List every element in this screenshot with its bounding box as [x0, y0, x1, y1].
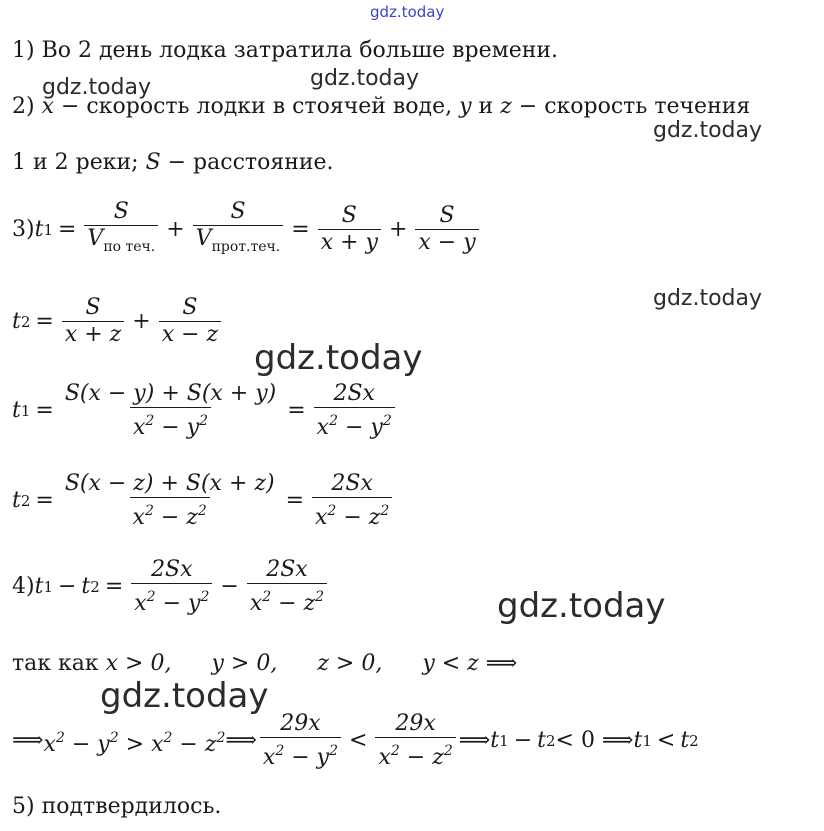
denominator: − y	[154, 415, 200, 440]
numerator: S	[439, 203, 455, 228]
denominator: x	[316, 415, 330, 440]
var-x: x	[41, 94, 54, 119]
statement-2-cont	[12, 150, 334, 176]
var-v: V	[87, 226, 104, 251]
text: − скорость лодки в стоячей воде,	[54, 94, 460, 119]
denominator: − z	[336, 505, 381, 530]
var-t: t	[12, 488, 21, 513]
equation-t2-combined: t 2 = $\frac{S(x - z) + S(x + z)}{x^2 - z^2}$ = $\frac{2Sx}{x^2 - z^2}$	[12, 472, 395, 530]
condition: y > 0,	[211, 651, 278, 676]
var-z: z	[500, 94, 512, 119]
denominator: x − y	[415, 229, 478, 255]
fraction: $\frac{S(x - z) + S(x + z)}{x^2 - z^2}$	[62, 472, 278, 530]
equation-difference: 4) t 1 − t 2 = $\frac{2Sx}{x^2 - y^2}$ − $\frac{2Sx}{x^2 - z^2}$	[12, 558, 330, 616]
statement-1: 1) Во 2 день лодка затратила больше времени.	[12, 38, 559, 63]
denominator: x + y	[318, 229, 381, 255]
implies-arrow: ⟹	[12, 728, 44, 753]
var-t: t	[537, 728, 546, 753]
var-t: t	[680, 728, 690, 753]
fraction: $\frac{29x}{x^2 - y^2}$	[260, 712, 341, 770]
subscript: 1	[20, 402, 31, 420]
statement-2	[12, 94, 750, 120]
text: − расстояние.	[160, 150, 334, 175]
var-x: x	[249, 591, 263, 616]
var-t: t	[633, 728, 643, 753]
fraction	[318, 204, 381, 255]
watermark: gdz.today	[42, 75, 152, 100]
denominator: x − z	[159, 321, 221, 347]
numerator: 2Sx	[151, 557, 193, 582]
statement-5: 5) подтвердилось.	[12, 794, 222, 819]
watermark: gdz.today	[254, 338, 423, 378]
fraction	[159, 296, 221, 347]
implies-arrow: ⟹	[225, 728, 257, 753]
subscript: прот.теч.	[211, 239, 281, 255]
inequality-chain: ⟹ $x^2 - y^2 > x^2 - z^2$ ⟹ $\frac{29x}{x^2 - y^2}$ < $\frac{29x}{x^2 - z^2}$ ⟹ t 1 − t 2 < 0 ⟹ t 1 < t 2	[12, 711, 699, 770]
numerator: S	[230, 199, 246, 224]
denominator: x	[315, 505, 328, 530]
watermark: gdz.today	[497, 586, 666, 626]
numerator: S	[341, 203, 357, 228]
conditions	[12, 651, 517, 677]
watermark-top: gdz.today	[370, 3, 445, 21]
numerator: S	[113, 199, 129, 224]
text: так как	[12, 651, 106, 676]
numerator: S(x − z) + S(x + z)	[64, 471, 275, 496]
fraction: $\frac{29x}{x^2 - z^2}$	[375, 712, 455, 770]
var-t: t	[81, 574, 91, 599]
var-y: y	[188, 591, 201, 616]
subscript: 2	[20, 492, 31, 510]
var-s: S	[145, 150, 161, 175]
equation-t2-def: t 2 = $\frac{S}{x + z}$ + $\frac{S}{x - z}$	[12, 296, 224, 347]
fraction	[84, 200, 158, 259]
numerator: 2Sx	[266, 557, 308, 582]
numerator: S	[182, 295, 198, 320]
watermark: gdz.today	[310, 66, 420, 91]
subscript: 1	[43, 220, 53, 239]
watermark: gdz.today	[653, 118, 763, 143]
fraction	[62, 296, 124, 347]
subscript: 1	[499, 732, 509, 750]
denominator: x	[132, 415, 146, 440]
condition: y < z ⟹	[422, 651, 518, 676]
label: 3)	[12, 216, 35, 242]
fraction: $\frac{2Sx}{x^2 - y^2}$	[131, 558, 212, 616]
subscript: 2	[689, 732, 699, 750]
fraction	[415, 204, 478, 255]
subscript: 2	[90, 578, 100, 596]
subscript: 1	[642, 732, 652, 750]
var-x: x	[134, 591, 147, 616]
text: 1 и 2 реки;	[12, 150, 146, 175]
fraction: $\frac{2Sx}{x^2 - y^2}$	[314, 382, 395, 440]
denominator: x	[132, 505, 145, 530]
subscript: по теч.	[103, 239, 156, 255]
fraction: $\frac{2Sx}{x^2 - z^2}$	[312, 472, 392, 530]
denominator: − y	[338, 415, 383, 440]
var-t: t	[12, 308, 21, 334]
subscript: 2	[545, 732, 556, 750]
subscript: 2	[20, 312, 31, 331]
implies-arrow: ⟹	[458, 728, 491, 753]
watermark: gdz.today	[653, 286, 763, 311]
fraction	[193, 200, 284, 259]
numerator: 2Sx	[331, 471, 373, 496]
condition: z > 0,	[317, 651, 383, 676]
fraction: $\frac{2Sx}{x^2 - z^2}$	[247, 558, 327, 616]
var-z: z	[303, 591, 316, 616]
var-t: t	[12, 398, 21, 423]
numerator: 29x	[395, 711, 436, 736]
label: 4)	[12, 574, 35, 599]
watermark: gdz.today	[100, 676, 269, 716]
subscript: 1	[43, 578, 53, 596]
var-t: t	[34, 574, 44, 599]
numerator: 29x	[280, 711, 321, 736]
label: 2)	[12, 94, 42, 119]
var-t: t	[490, 728, 500, 753]
denominator: − z	[153, 505, 198, 530]
equation-t1-combined: t 1 = $\frac{S(x - y) + S(x + y)}{x^2 - y^2}$ = $\frac{2Sx}{x^2 - y^2}$	[12, 382, 398, 440]
numerator: S	[85, 295, 101, 320]
text: − скорость течения	[511, 94, 751, 119]
condition: x > 0,	[105, 651, 172, 676]
numerator: S(x − y) + S(x + y)	[64, 381, 277, 406]
var-y: y	[459, 94, 472, 119]
numerator: 2Sx	[333, 381, 375, 406]
text: < 0 ⟹	[555, 728, 634, 753]
text: и	[471, 94, 501, 119]
fraction: $\frac{S(x - y) + S(x + y)}{x^2 - y^2}$	[62, 382, 279, 440]
var-t: t	[34, 216, 44, 242]
denominator: x + z	[62, 321, 124, 347]
equation-t1-def: 3) t 1 = $\frac{S}{V_{по теч.}}$ + $\frac{S}{V_{прот.теч.}}$ = $\frac{S}{x + y}$ + $\frac{S}{x - y}$	[12, 200, 482, 259]
var-v: V	[195, 226, 212, 251]
